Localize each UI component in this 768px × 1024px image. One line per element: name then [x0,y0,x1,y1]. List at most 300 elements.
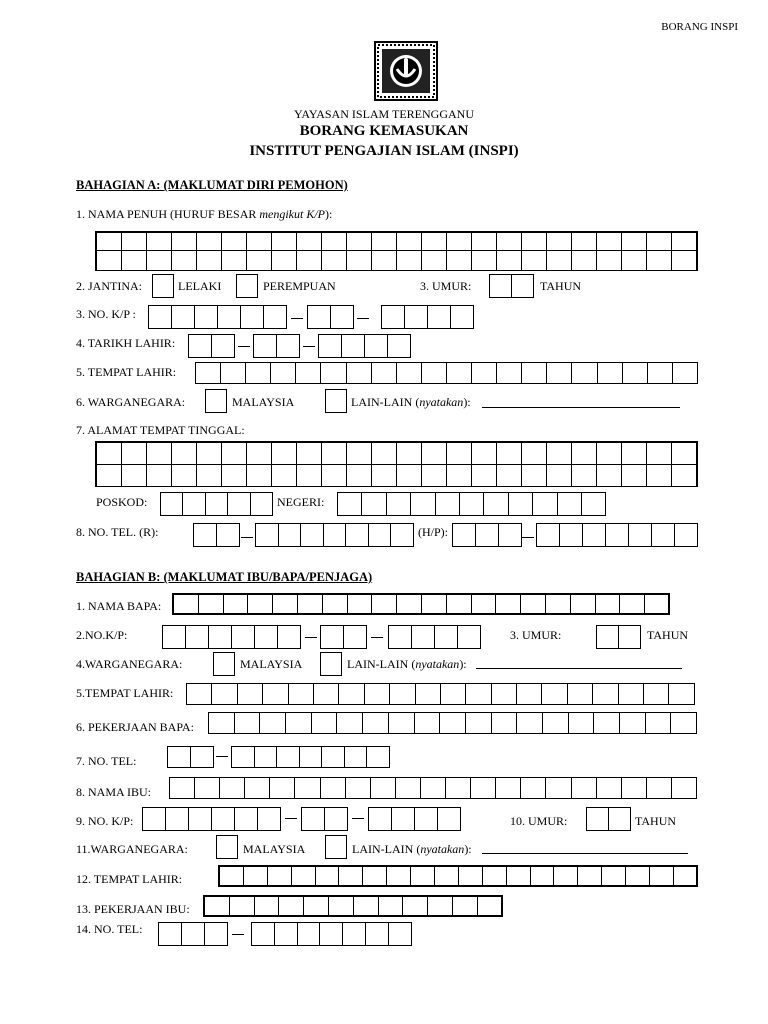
char-box[interactable] [646,712,672,734]
char-box[interactable] [412,625,435,649]
char-box[interactable] [122,443,147,465]
char-box[interactable] [484,492,508,516]
hp-code[interactable] [452,523,522,547]
char-box[interactable] [436,492,460,516]
char-box[interactable] [209,712,235,734]
char-box[interactable] [143,807,166,831]
char-box[interactable] [597,233,622,251]
char-box[interactable] [391,523,414,547]
char-box[interactable] [421,777,446,799]
char-box[interactable] [339,865,363,887]
char-box[interactable] [626,865,650,887]
char-box[interactable] [235,807,258,831]
lainlain-checkbox[interactable] [325,389,347,413]
char-box[interactable] [339,683,364,705]
char-box[interactable] [606,523,629,547]
char-box[interactable] [569,712,595,734]
char-box[interactable] [389,712,415,734]
char-box[interactable] [593,683,618,705]
tarikh-month[interactable] [253,334,300,358]
char-box[interactable] [170,777,195,799]
char-box[interactable] [263,683,288,705]
char-box[interactable] [325,807,348,831]
char-box[interactable] [572,777,597,799]
char-box[interactable] [279,895,304,917]
char-box[interactable] [547,362,572,384]
char-box[interactable] [222,443,247,465]
bapa-nokp-part1[interactable] [162,625,301,649]
char-box[interactable] [342,334,365,358]
char-box[interactable] [194,523,217,547]
char-box[interactable] [275,922,298,946]
ibu-lainlain-line[interactable] [482,853,688,854]
char-box[interactable] [422,593,447,615]
char-box[interactable] [672,465,697,487]
char-box[interactable] [648,362,673,384]
char-box[interactable] [674,865,698,887]
char-box[interactable] [440,712,466,734]
char-box[interactable] [509,492,533,516]
char-box[interactable] [447,233,472,251]
char-box[interactable] [369,807,392,831]
char-box[interactable] [428,895,453,917]
char-box[interactable] [270,777,295,799]
char-box[interactable] [416,683,441,705]
char-box[interactable] [453,523,476,547]
poskod-boxes[interactable] [160,492,273,516]
char-box[interactable] [546,593,571,615]
char-box[interactable] [217,523,240,547]
char-box[interactable] [254,334,277,358]
char-box[interactable] [644,683,669,705]
char-box[interactable] [397,593,422,615]
char-box[interactable] [568,683,593,705]
char-box[interactable] [547,233,572,251]
char-box[interactable] [273,593,298,615]
char-box[interactable] [298,922,321,946]
char-box[interactable] [172,443,197,465]
char-box[interactable] [163,625,186,649]
char-box[interactable] [597,443,622,465]
char-box[interactable] [389,922,412,946]
char-box[interactable] [531,865,555,887]
char-box[interactable] [277,334,300,358]
char-box[interactable] [245,777,270,799]
char-box[interactable] [197,251,222,271]
char-box[interactable] [390,683,415,705]
char-box[interactable] [609,807,631,831]
pekerjaan-bapa-boxes[interactable] [208,712,697,734]
char-box[interactable] [304,895,329,917]
char-box[interactable] [497,362,522,384]
char-box[interactable] [547,251,572,271]
char-box[interactable] [347,233,372,251]
char-box[interactable] [183,492,205,516]
char-box[interactable] [572,465,597,487]
char-box[interactable] [650,865,674,887]
char-box[interactable] [403,895,428,917]
tarikh-year[interactable] [318,334,411,358]
char-box[interactable] [387,492,411,516]
char-box[interactable] [297,465,322,487]
char-box[interactable] [507,865,531,887]
tempat-boxes[interactable] [195,362,698,384]
char-box[interactable] [372,362,397,384]
char-box[interactable] [647,233,672,251]
char-box[interactable] [296,362,321,384]
char-box[interactable] [186,625,209,649]
char-box[interactable] [669,683,694,705]
char-box[interactable] [533,492,557,516]
pekerjaan-ibu-boxes[interactable] [203,895,503,917]
char-box[interactable] [647,251,672,271]
char-box[interactable] [272,443,297,465]
char-box[interactable] [97,233,122,251]
char-box[interactable] [453,895,478,917]
char-box[interactable] [196,362,221,384]
nokp-part1[interactable] [148,305,287,329]
char-box[interactable] [512,274,534,298]
bapa-lainlain-line[interactable] [476,668,682,669]
bapa-umur-boxes[interactable] [596,625,641,649]
char-box[interactable] [322,233,347,251]
char-box[interactable] [459,865,483,887]
tel-code[interactable] [193,523,240,547]
char-box[interactable] [422,443,447,465]
char-box[interactable] [247,251,272,271]
char-box[interactable] [620,593,645,615]
char-box[interactable] [521,593,546,615]
char-box[interactable] [366,922,389,946]
char-box[interactable] [542,683,567,705]
char-box[interactable] [397,233,422,251]
char-box[interactable] [478,895,503,917]
char-box[interactable] [363,712,389,734]
bapa-nokp-part3[interactable] [388,625,481,649]
char-box[interactable] [347,362,372,384]
char-box[interactable] [189,334,212,358]
char-box[interactable] [497,233,522,251]
char-box[interactable] [396,777,421,799]
char-box[interactable] [362,492,386,516]
char-box[interactable] [295,777,320,799]
char-box[interactable] [597,777,622,799]
char-box[interactable] [255,895,280,917]
ibu-lainlain-checkbox[interactable] [325,835,347,859]
char-box[interactable] [422,251,447,271]
char-box[interactable] [388,334,411,358]
namaibu-boxes[interactable] [169,777,697,799]
char-box[interactable] [647,465,672,487]
char-box[interactable] [222,465,247,487]
char-box[interactable] [344,625,367,649]
char-box[interactable] [675,523,698,547]
char-box[interactable] [490,274,512,298]
char-box[interactable] [547,465,572,487]
char-box[interactable] [371,777,396,799]
char-box[interactable] [647,443,672,465]
char-box[interactable] [472,251,497,271]
char-box[interactable] [583,523,606,547]
char-box[interactable] [572,362,597,384]
ibu-tel-code[interactable] [158,922,228,946]
char-box[interactable] [301,523,324,547]
char-box[interactable] [248,593,273,615]
char-box[interactable] [346,523,369,547]
namabapa-boxes[interactable] [172,593,670,615]
char-box[interactable] [620,712,646,734]
char-box[interactable] [197,465,222,487]
char-box[interactable] [247,233,272,251]
char-box[interactable] [147,443,172,465]
char-box[interactable] [422,362,447,384]
char-box[interactable] [594,712,620,734]
char-box[interactable] [476,523,499,547]
char-box[interactable] [496,777,521,799]
char-box[interactable] [241,305,264,329]
char-box[interactable] [122,251,147,271]
char-box[interactable] [316,865,340,887]
char-box[interactable] [197,233,222,251]
char-box[interactable] [397,251,422,271]
char-box[interactable] [652,523,675,547]
char-box[interactable] [346,777,371,799]
char-box[interactable] [522,233,547,251]
char-box[interactable] [228,492,250,516]
char-box[interactable] [172,305,195,329]
char-box[interactable] [466,712,492,734]
char-box[interactable] [499,523,522,547]
char-box[interactable] [302,807,325,831]
char-box[interactable] [517,712,543,734]
char-box[interactable] [258,807,281,831]
char-box[interactable] [602,865,626,887]
char-box[interactable] [472,593,497,615]
hp-number[interactable] [536,523,698,547]
nokp-part3[interactable] [381,305,474,329]
char-box[interactable] [672,777,697,799]
char-box[interactable] [522,362,547,384]
char-box[interactable] [596,593,621,615]
perempuan-checkbox[interactable] [236,274,258,298]
char-box[interactable] [558,492,582,516]
lainlain-line[interactable] [482,407,680,408]
char-box[interactable] [428,305,451,329]
char-box[interactable] [122,465,147,487]
char-box[interactable] [218,305,241,329]
char-box[interactable] [322,465,347,487]
char-box[interactable] [279,523,302,547]
char-box[interactable] [372,233,397,251]
char-box[interactable] [647,777,672,799]
char-box[interactable] [622,251,647,271]
char-box[interactable] [272,465,297,487]
char-box[interactable] [255,746,278,768]
char-box[interactable] [497,443,522,465]
char-box[interactable] [322,746,345,768]
char-box[interactable] [205,895,230,917]
char-box[interactable] [619,683,644,705]
char-box[interactable] [435,865,459,887]
ibu-umur-boxes[interactable] [586,807,631,831]
char-box[interactable] [347,443,372,465]
char-box[interactable] [314,683,339,705]
char-box[interactable] [372,465,397,487]
char-box[interactable] [247,465,272,487]
char-box[interactable] [220,777,245,799]
char-box[interactable] [212,334,235,358]
char-box[interactable] [147,233,172,251]
char-box[interactable] [546,777,571,799]
char-box[interactable] [597,465,622,487]
char-box[interactable] [411,492,435,516]
char-box[interactable] [622,777,647,799]
char-box[interactable] [672,233,697,251]
char-box[interactable] [447,443,472,465]
char-box[interactable] [212,807,235,831]
char-box[interactable] [347,251,372,271]
char-box[interactable] [472,233,497,251]
char-box[interactable] [246,362,271,384]
bapa-tempat-boxes[interactable] [186,683,695,705]
char-box[interactable] [466,683,491,705]
char-box[interactable] [372,443,397,465]
char-box[interactable] [369,523,392,547]
char-box[interactable] [199,593,224,615]
char-box[interactable] [166,807,189,831]
bapa-lainlain-checkbox[interactable] [320,652,342,676]
char-box[interactable] [323,593,348,615]
bapa-nokp-part2[interactable] [320,625,367,649]
char-box[interactable] [251,492,273,516]
bapa-tel-code[interactable] [167,746,214,768]
char-box[interactable] [578,865,602,887]
char-box[interactable] [389,625,412,649]
char-box[interactable] [331,305,354,329]
char-box[interactable] [472,443,497,465]
char-box[interactable] [354,895,379,917]
char-box[interactable] [673,362,698,384]
char-box[interactable] [622,443,647,465]
char-box[interactable] [338,492,362,516]
char-box[interactable] [298,593,323,615]
char-box[interactable] [221,362,246,384]
char-box[interactable] [348,593,373,615]
char-box[interactable] [222,233,247,251]
char-box[interactable] [172,233,197,251]
char-box[interactable] [622,233,647,251]
char-box[interactable] [387,865,411,887]
char-box[interactable] [97,443,122,465]
char-box[interactable] [205,922,228,946]
char-box[interactable] [447,251,472,271]
char-box[interactable] [292,865,316,887]
char-box[interactable] [322,251,347,271]
char-box[interactable] [235,712,261,734]
char-box[interactable] [206,492,228,516]
char-box[interactable] [483,865,507,887]
char-box[interactable] [492,712,518,734]
char-box[interactable] [671,712,697,734]
lelaki-checkbox[interactable] [152,274,174,298]
char-box[interactable] [345,746,368,768]
char-box[interactable] [147,465,172,487]
char-box[interactable] [256,523,279,547]
char-box[interactable] [222,251,247,271]
char-box[interactable] [522,465,547,487]
char-box[interactable] [405,305,428,329]
char-box[interactable] [496,593,521,615]
char-box[interactable] [435,625,458,649]
char-box[interactable] [379,895,404,917]
char-box[interactable] [272,251,297,271]
char-box[interactable] [471,777,496,799]
char-box[interactable] [286,712,312,734]
char-box[interactable] [159,922,182,946]
char-box[interactable] [415,712,441,734]
char-box[interactable] [300,746,323,768]
ibu-malaysia-checkbox[interactable] [216,835,238,859]
char-box[interactable] [97,251,122,271]
ibu-nokp-part2[interactable] [301,807,348,831]
char-box[interactable] [582,492,606,516]
char-box[interactable] [264,305,287,329]
char-box[interactable] [244,865,268,887]
char-box[interactable] [187,683,212,705]
char-box[interactable] [382,305,405,329]
ibu-tempat-boxes[interactable] [218,865,698,887]
char-box[interactable] [547,443,572,465]
char-box[interactable] [597,251,622,271]
char-box[interactable] [365,334,388,358]
char-box[interactable] [308,305,331,329]
char-box[interactable] [447,593,472,615]
char-box[interactable] [195,305,218,329]
char-box[interactable] [447,362,472,384]
char-box[interactable] [622,465,647,487]
char-box[interactable] [447,465,472,487]
char-box[interactable] [271,362,296,384]
char-box[interactable] [365,683,390,705]
char-box[interactable] [321,625,344,649]
char-box[interactable] [324,523,347,547]
char-box[interactable] [571,593,596,615]
bapa-malaysia-checkbox[interactable] [213,652,235,676]
char-box[interactable] [220,865,244,887]
char-box[interactable] [255,625,278,649]
tel-number[interactable] [255,523,414,547]
char-box[interactable] [337,712,363,734]
char-box[interactable] [297,233,322,251]
char-box[interactable] [521,777,546,799]
char-box[interactable] [322,443,347,465]
char-box[interactable] [289,683,314,705]
char-box[interactable] [517,683,542,705]
char-box[interactable] [278,625,301,649]
char-box[interactable] [321,777,346,799]
char-box[interactable] [232,625,255,649]
ibu-nokp-part3[interactable] [368,807,461,831]
char-box[interactable] [343,922,366,946]
char-box[interactable] [492,683,517,705]
char-box[interactable] [472,465,497,487]
char-box[interactable] [415,807,438,831]
char-box[interactable] [554,865,578,887]
char-box[interactable] [572,233,597,251]
char-box[interactable] [497,465,522,487]
char-box[interactable] [174,593,199,615]
char-box[interactable] [172,465,197,487]
